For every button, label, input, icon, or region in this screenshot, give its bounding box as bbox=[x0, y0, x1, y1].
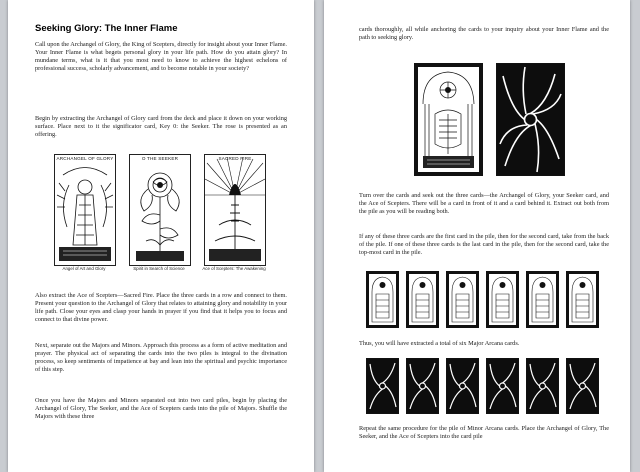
paragraph: Call upon the Archangel of Glory, the King of Scepters, directly for insight about your Inner Flame. Your Inner Flame is what begets personal glory in your life path. How do you attain glory? In mundane terms, what is it that you most need to know to achieve the highest echelons of professional success, scholarly advancement, and to become notable in your society? bbox=[35, 41, 287, 73]
swirl-pattern bbox=[407, 359, 438, 413]
paragraph: Thus, you will have extracted a total of six Major Arcana cards. bbox=[359, 340, 520, 347]
card-title: ARCHANGEL OF GLORY bbox=[56, 156, 114, 161]
paragraph: cards thoroughly, all while anchoring the cards to your inquiry about your Inner Flame and the path to seeking glory. bbox=[359, 26, 609, 42]
card-back bbox=[486, 358, 519, 414]
card-back bbox=[566, 358, 599, 414]
card-caption: Angel of Art and Glory bbox=[62, 266, 106, 271]
seeker-card bbox=[129, 154, 191, 266]
paragraph: Next, separate out the Majors and Minors. Approach this process as a form of active meditation and prayer. The physical act of separating the cards into the two piles is integral to the divination process, so keep sentiments of impatience at bay and lean into the spiritual and psychic importance of this step. bbox=[35, 342, 287, 374]
paragraph: Begin by extracting the Archangel of Glory card from the deck and place it down on your working surface. Place next to it the significator card, Key 0: the Seeker. The rose is presented as an offering. bbox=[35, 115, 287, 139]
major-arcana-card bbox=[446, 271, 479, 328]
right-page bbox=[324, 0, 630, 472]
swirl-pattern bbox=[567, 359, 598, 413]
card-front-pattern bbox=[567, 272, 598, 327]
card-back bbox=[366, 358, 399, 414]
major-arcana-card bbox=[566, 271, 599, 328]
card-front-pattern bbox=[407, 272, 438, 327]
sacred-fire-card bbox=[204, 154, 266, 266]
card-front-pattern bbox=[447, 272, 478, 327]
swirl-pattern bbox=[527, 359, 558, 413]
paragraph: If any of these three cards are the first card in the pile, then for the second card, take from the back of the pile. If one of these three cards is the last card in the pile, then for the second card, take the top-most card in the pile. bbox=[359, 233, 609, 257]
paragraph: Also extract the Ace of Scepters—Sacred Fire. Place the three cards in a row and connect to them. Present your question to the Archangel of Glory that relates to attaining glory and notability in your life path. Close your eyes and clasp your hands in prayer if you find that it helps you to focus and connect to that divine power. bbox=[35, 292, 287, 324]
page-title: Seeking Glory: The Inner Flame bbox=[35, 23, 178, 34]
paragraph: Repeat the same procedure for the pile of Minor Arcana cards. Place the Archangel of Glory, The Seeker, and the Ace of Scepters into the card pile bbox=[359, 425, 609, 441]
card-front-pattern bbox=[367, 272, 398, 327]
paragraph: Once you have the Majors and Minors separated out into two card piles, begin by placing the Archangel of Glory, The Seeker, and the Ace of Scepters cards into the pile of Majors. Shuffle the Majors with these three bbox=[35, 397, 287, 421]
swirl-pattern bbox=[497, 64, 564, 175]
major-arcana-card bbox=[366, 271, 399, 328]
major-arcana-card bbox=[486, 271, 519, 328]
tarot-front-illustration bbox=[415, 64, 482, 175]
swirl-pattern bbox=[367, 359, 398, 413]
sacred-fire-illustration bbox=[205, 155, 265, 265]
tarot-card-back bbox=[496, 63, 565, 176]
seeker-illustration bbox=[130, 155, 190, 265]
card-front-pattern bbox=[487, 272, 518, 327]
card-title: O THE SEEKER bbox=[141, 156, 179, 161]
paragraph: Turn over the cards and seek out the three cards—the Archangel of Glory, your Seeker card, and the Ace of Scepters. There will be a card in front of it and a card behind it. Extract out both from the pile as you will be reading both. bbox=[359, 192, 609, 216]
card-title: SACRED FIRE bbox=[218, 156, 252, 161]
swirl-pattern bbox=[487, 359, 518, 413]
tarot-card-front bbox=[414, 63, 483, 176]
swirl-pattern bbox=[447, 359, 478, 413]
archangel-illustration bbox=[55, 155, 115, 265]
left-page bbox=[8, 0, 314, 472]
card-caption: Ace of Scepters: The Awakening bbox=[202, 266, 266, 271]
major-arcana-card bbox=[406, 271, 439, 328]
major-arcana-card bbox=[526, 271, 559, 328]
card-front-pattern bbox=[527, 272, 558, 327]
card-back bbox=[526, 358, 559, 414]
archangel-of-glory-card bbox=[54, 154, 116, 266]
card-caption: Spirit in Search of Science bbox=[133, 266, 185, 271]
card-back bbox=[406, 358, 439, 414]
card-back bbox=[446, 358, 479, 414]
